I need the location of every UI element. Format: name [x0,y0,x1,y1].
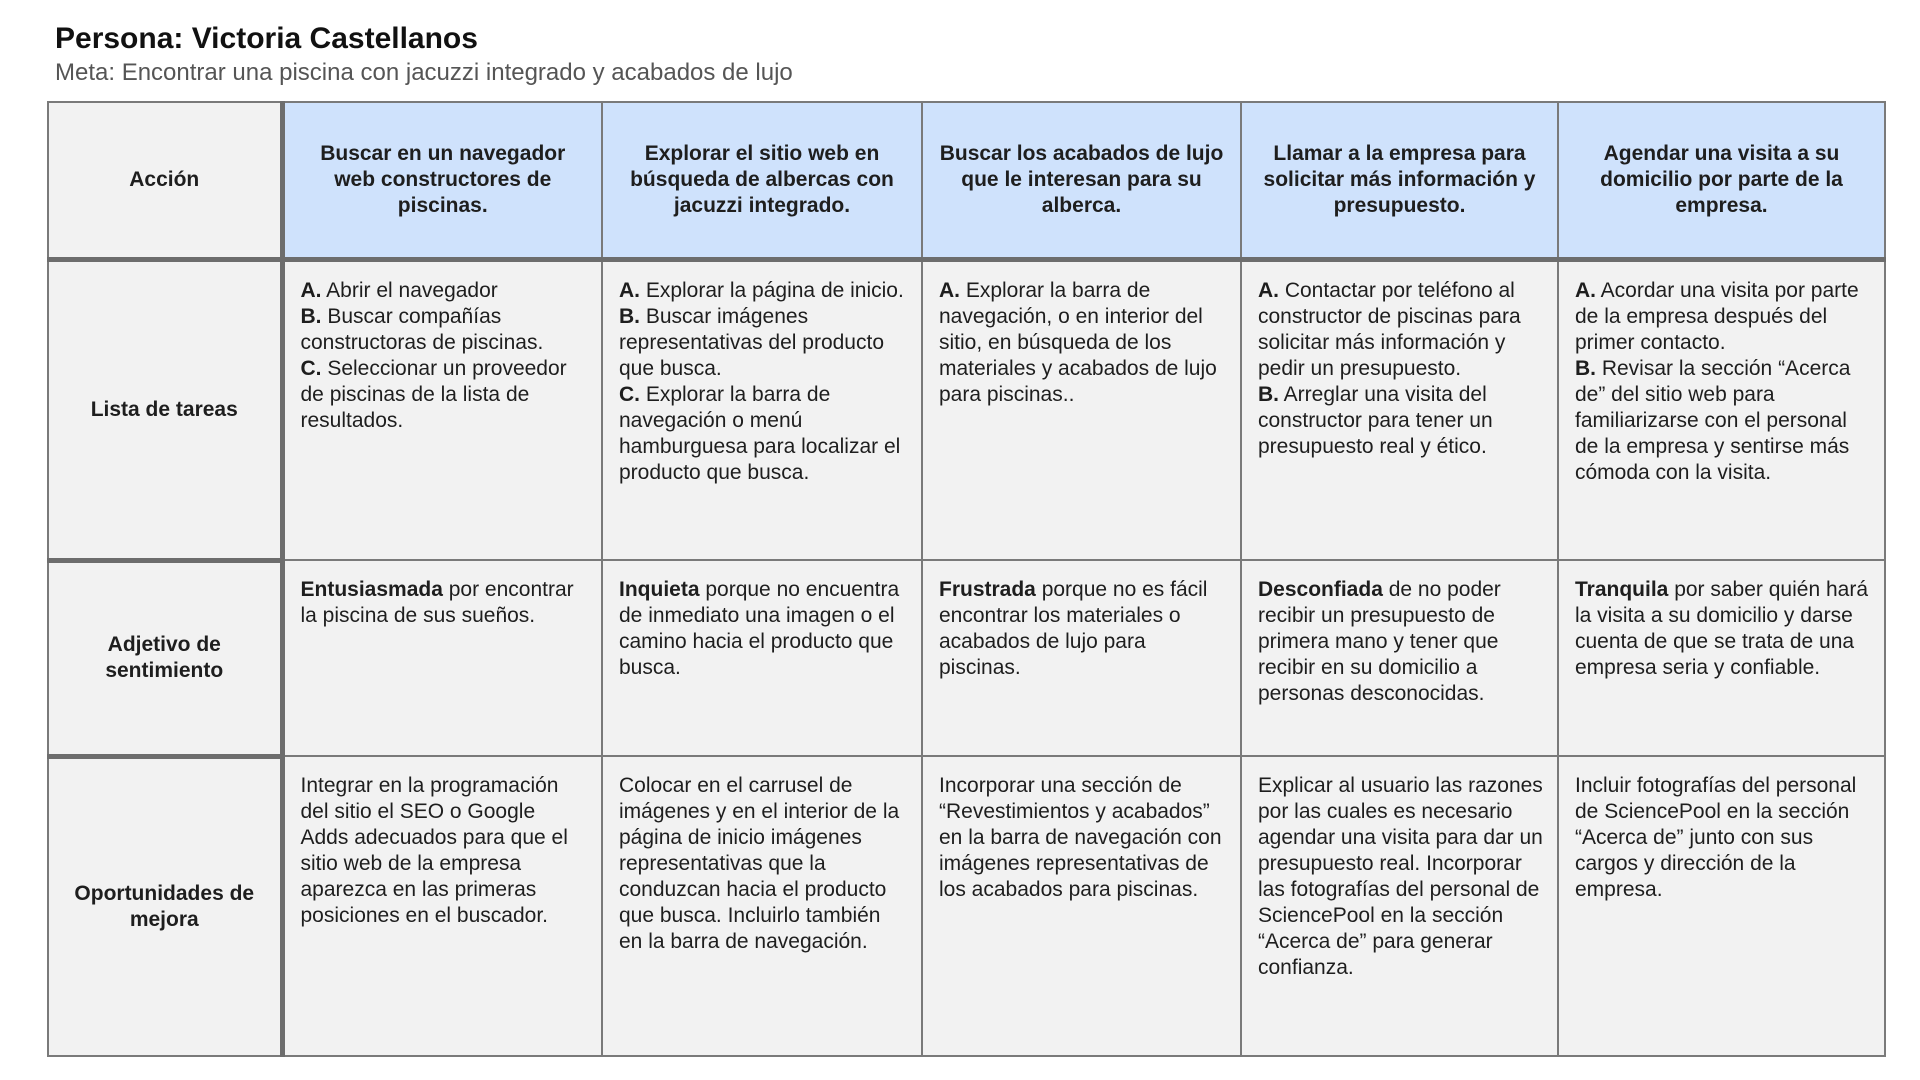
task-key: A. [1575,278,1596,302]
task-item [1575,278,1870,356]
task-item [619,382,907,486]
page-header [55,20,793,88]
stage-2-action: Explorar el sitio web en búsqueda de albercas con jacuzzi integrado. [602,102,922,259]
feeling-text: por saber quién hará la visita a su domicilio y darse cuenta de que se trata de una empresa seria y confiable. [1575,578,1868,679]
feeling-word: Inquieta [619,578,700,601]
feeling-word: Desconfiada [1258,578,1383,601]
task-text: Revisar la sección “Acerca de” del sitio web para familiarizarse con el personal de la empresa y sentirse más cómoda con la visita. [1575,356,1851,484]
feeling-text: de no poder recibir un presupuesto de primera mano y tener que recibir en su domicilio a personas desconocidas. [1258,578,1501,705]
task-text: Buscar imágenes representativas del producto que busca. [619,304,884,380]
feeling-text: por encontrar la piscina de sus sueños. [300,578,574,627]
task-text: Buscar compañías constructoras de piscinas. [300,304,544,354]
task-item [301,304,588,356]
task-item [939,278,1226,408]
row-header-tasks: Lista de tareas [48,259,282,560]
task-key: C. [300,356,322,380]
page-subtitle: Meta: Encontrar una piscina con jacuzzi integrado y acabados de lujo [55,59,793,86]
stage-4-feeling [1241,560,1558,756]
task-text: Arreglar una visita del constructor para tener un presupuesto real y ético. [1258,382,1493,458]
stage-3-feeling [922,560,1241,756]
task-key: A. [1258,278,1279,302]
stage-1-feeling [282,560,602,756]
task-key: B. [1575,356,1596,380]
feeling-word: Frustrada [939,578,1036,601]
stage-3-action: Buscar los acabados de lujo que le interesan para su alberca. [922,102,1241,259]
stage-2-tasks [602,259,922,560]
task-text: Explorar la barra de navegación, o en interior del sitio, en búsqueda de los materiales y acabados de lujo para piscinas.. [939,278,1217,406]
task-key: A. [300,278,322,302]
row-header-action: Acción [48,102,282,259]
task-item [619,278,907,304]
row-action [48,102,1885,259]
feeling-word: Entusiasmada [300,578,443,601]
journey-map-table [47,101,1886,1057]
stage-5-tasks [1558,259,1885,560]
task-item [301,278,588,304]
task-item [1258,382,1543,460]
stage-5-action: Agendar una visita a su domicilio por parte de la empresa. [1558,102,1885,259]
task-item [619,304,907,382]
stage-1-tasks [282,259,602,560]
task-text: Contactar por teléfono al constructor de piscinas para solicitar más información y pedir un presupuesto. [1258,278,1521,380]
task-key: A. [939,278,960,302]
task-text: Acordar una visita por parte de la empresa después del primer contacto. [1575,278,1859,354]
page-title: Persona: Victoria Castellanos [55,22,478,55]
row-opportunities [48,756,1885,1056]
stage-2-opportunity: Colocar en el carrusel de imágenes y en el interior de la página de inicio imágenes representativas que la conduzcan hacia el producto que busca. Incluirlo también en la barra de navegación. [602,756,922,1056]
row-feeling [48,560,1885,756]
stage-5-feeling [1558,560,1885,756]
stage-5-opportunity: Incluir fotografías del personal de SciencePool en la sección “Acerca de” junto con sus cargos y dirección de la empresa. [1558,756,1885,1056]
task-text: Explorar la página de inicio. [640,278,904,302]
task-text: Explorar la barra de navegación o menú hamburguesa para localizar el producto que busca. [619,382,901,484]
row-tasks [48,259,1885,560]
task-text: Abrir el navegador [321,278,498,302]
task-key: B. [619,304,640,328]
stage-3-opportunity: Incorporar una sección de “Revestimientos y acabados” en la barra de navegación con imágenes representativas de los acabados para piscinas. [922,756,1241,1056]
stage-4-tasks [1241,259,1558,560]
stage-4-opportunity: Explicar al usuario las razones por las cuales es necesario agendar una visita para dar un presupuesto real. Incorporar las fotografías del personal de SciencePool en la sección “Acerca de” para generar confianza. [1241,756,1558,1056]
task-key: A. [619,278,640,302]
stage-1-opportunity: Integrar en la programación del sitio el SEO o Google Adds adecuados para que el sitio web de la empresa aparezca en las primeras posiciones en el buscador. [282,756,602,1056]
task-item [1258,278,1543,382]
task-key: B. [300,304,322,328]
stage-1-action: Buscar en un navegador web constructores de piscinas. [282,102,602,259]
task-key: B. [1258,382,1279,406]
stage-2-feeling [602,560,922,756]
row-header-feeling: Adjetivo de sentimiento [48,560,282,756]
task-key: C. [619,382,640,406]
task-text: Seleccionar un proveedor de piscinas de la lista de resultados. [300,356,567,432]
task-item [301,356,588,434]
stage-3-tasks [922,259,1241,560]
feeling-text: porque no es fácil encontrar los materiales o acabados de lujo para piscinas. [939,578,1208,679]
feeling-text: porque no encuentra de inmediato una imagen o el camino hacia el producto que busca. [619,578,900,679]
row-header-opportunities: Oportunidades de mejora [48,756,282,1056]
feeling-word: Tranquila [1575,578,1669,601]
task-item [1575,356,1870,486]
stage-4-action: Llamar a la empresa para solicitar más información y presupuesto. [1241,102,1558,259]
